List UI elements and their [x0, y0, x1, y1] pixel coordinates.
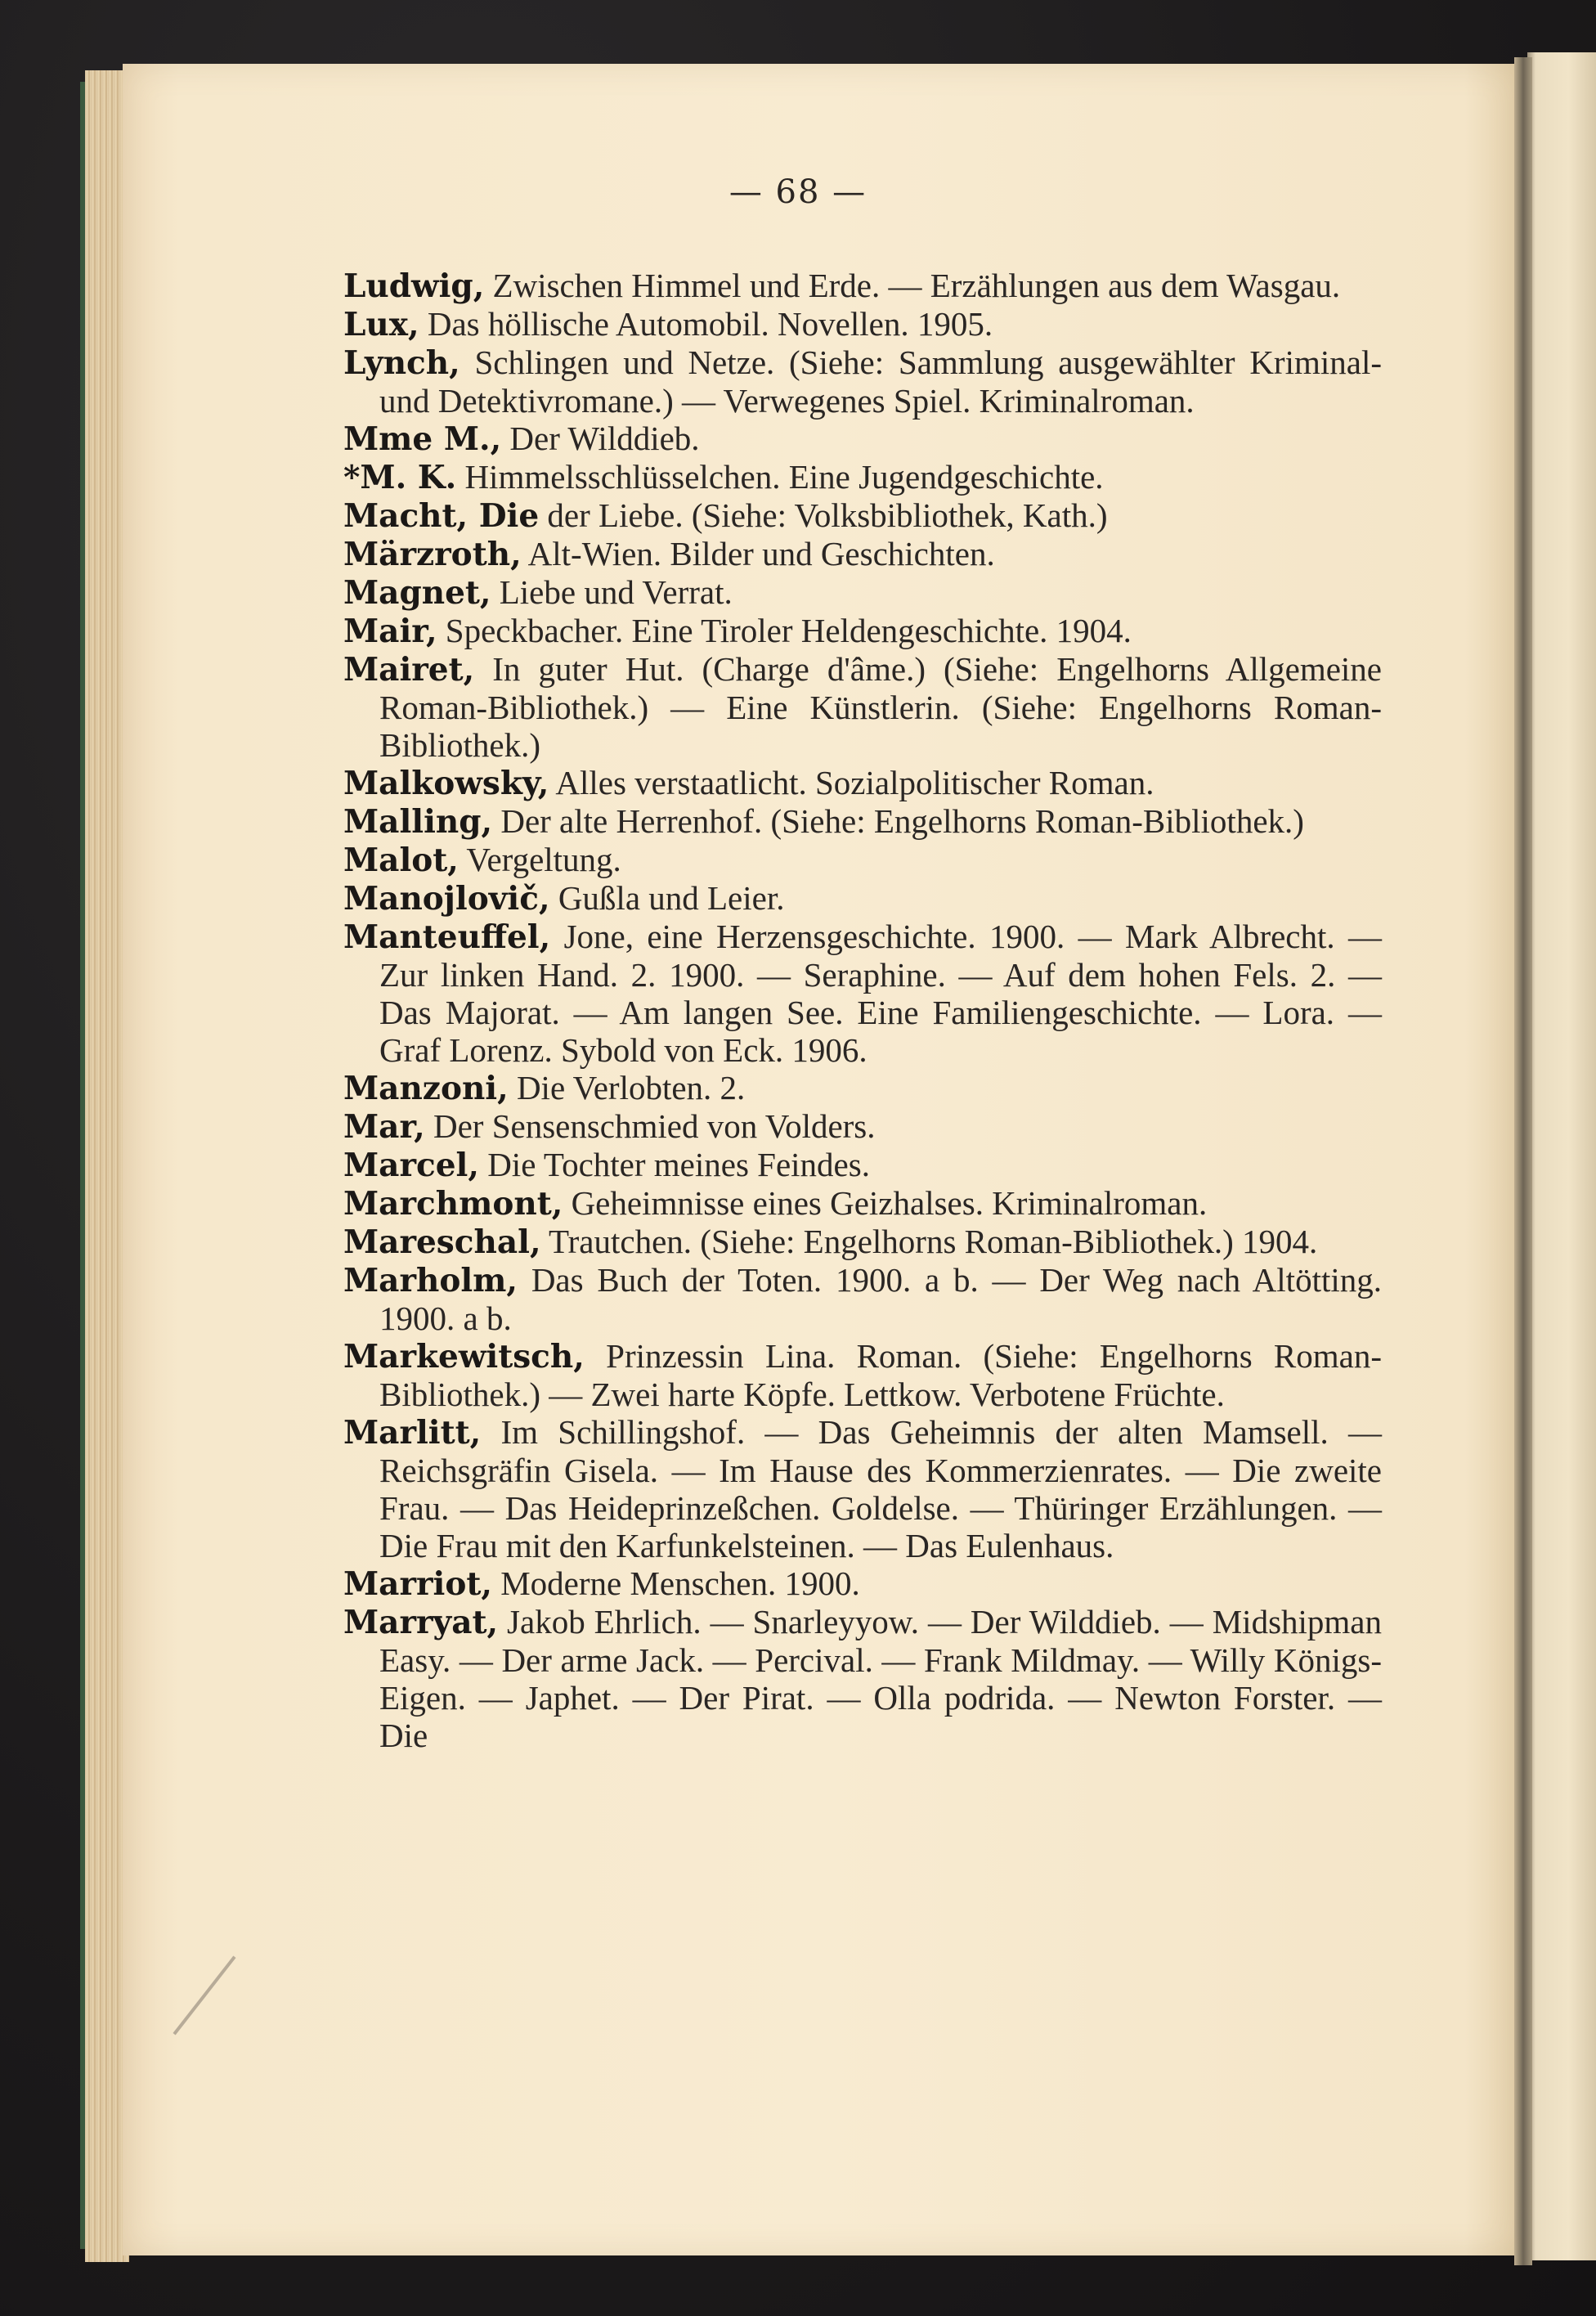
entry-titles: Vergeltung. — [466, 841, 621, 878]
catalog-entry — [343, 918, 1382, 1069]
catalog-entry — [343, 764, 1382, 802]
entry-author: Marholm, — [343, 1262, 518, 1299]
catalog-entry — [343, 841, 1382, 879]
entry-author: Mair, — [343, 613, 437, 650]
entry-author: Märzroth, — [343, 536, 522, 573]
entry-author: Malling, — [343, 803, 493, 841]
entry-titles: Der Sensenschmied von Volders. — [433, 1107, 876, 1145]
entry-author: Marchmont, — [343, 1185, 563, 1223]
catalog-entry — [343, 1603, 1382, 1754]
entry-author: Manzoni, — [343, 1070, 509, 1107]
entry-author: Markewitsch, — [343, 1338, 585, 1376]
entry-titles: Die Verlobten. 2. — [516, 1069, 746, 1106]
entry-titles: Die Tochter meines Feindes. — [487, 1146, 870, 1183]
entry-author: Magnet, — [343, 574, 491, 612]
book-gutter — [1514, 57, 1532, 2265]
entry-author: Lynch, — [343, 344, 460, 382]
entry-author: Lux, — [343, 306, 419, 343]
entry-author: Mairet, — [343, 651, 475, 689]
catalog-entry — [343, 496, 1382, 535]
catalog-entry — [343, 267, 1382, 305]
entry-titles: In guter Hut. (Charge d'âme.) (Siehe: Engelhorns Allgemeine Roman-Bibliothek.) — Eine Künstlerin. (Siehe: Engelhorns Roman-Bibliothek.) — [379, 650, 1382, 764]
entry-titles: Der alte Herrenhof. (Siehe: Engelhorns Roman-Bibliothek.) — [500, 802, 1304, 840]
entry-titles: Speckbacher. Eine Tiroler Heldengeschichte. 1904. — [445, 612, 1132, 649]
entry-titles: Im Schillingshof. — Das Geheimnis der alten Mamsell. — Reichsgräfin Gisela. — Im Hause des Kommerzienrates. — Die zweite Frau. — Das Heideprinzeßchen. Goldelse. — Thüringer Erzählungen. — Die Frau mit den Karfunkelsteinen. — Das Eulenhaus. — [379, 1413, 1383, 1564]
entry-titles: Der Wilddieb. — [509, 420, 700, 457]
entry-titles: Geheimnisse eines Geizhalses. Kriminalroman. — [571, 1184, 1208, 1222]
entry-author: Marriot, — [343, 1565, 492, 1603]
catalog-entry — [343, 343, 1382, 420]
catalog-entry — [343, 458, 1382, 496]
entry-titles: Zwischen Himmel und Erde. — Erzählungen aus dem Wasgau. — [492, 267, 1341, 304]
entry-titles: Das Buch der Toten. 1900. a b. — Der Weg nach Altötting. 1900. a b. — [379, 1261, 1382, 1337]
entry-author: Marcel, — [343, 1147, 479, 1184]
next-page-edge — [1527, 52, 1596, 2260]
entry-author: Malot, — [343, 842, 459, 879]
entry-titles: Prinzessin Lina. Roman. (Siehe: Engelhorns Roman-Bibliothek.) — Zwei harte Köpfe. Lettkow. Verbotene Früchte. — [379, 1337, 1383, 1413]
entry-author: Malkowsky, — [343, 765, 549, 802]
entry-author: Manteuffel, — [343, 918, 551, 956]
entry-titles: Alles verstaatlicht. Sozialpolitischer Roman. — [555, 764, 1154, 801]
catalog-entry — [343, 535, 1382, 573]
entry-author: Mareschal, — [343, 1223, 541, 1261]
entry-author: Marryat, — [343, 1604, 499, 1641]
entry-titles: Himmelsschlüsselchen. Eine Jugendgeschichte. — [464, 458, 1104, 496]
entry-author: Mme M., — [343, 420, 502, 458]
catalog-entry — [343, 1564, 1382, 1603]
catalog-entry — [343, 612, 1382, 650]
catalog-entry — [343, 573, 1382, 612]
entry-author: *M. K. — [343, 459, 457, 496]
entry-titles: der Liebe. (Siehe: Volksbibliothek, Kath.) — [547, 496, 1108, 534]
entry-titles: Moderne Menschen. 1900. — [500, 1564, 860, 1602]
catalog-entry — [343, 1261, 1382, 1337]
entry-titles: Jone, eine Herzensgeschichte. 1900. — Mark Albrecht. — Zur linken Hand. 2. 1900. — Seraphine. — Auf dem hohen Fels. 2. — Das Majorat. — Am langen See. Eine Familiengeschichte. — Lora. — Graf Lorenz. Sybold von Eck. 1906. — [379, 918, 1383, 1069]
catalog-entry — [343, 650, 1382, 764]
catalog-entry — [343, 420, 1382, 458]
entry-author: Marlitt, — [343, 1414, 482, 1452]
entry-author: Manojlovič, — [343, 880, 550, 918]
catalog-entry — [343, 802, 1382, 841]
catalog-entries — [343, 267, 1382, 1754]
entry-titles: Jakob Ehrlich. — Snarleyyow. — Der Wilddieb. — Midshipman Easy. — Der arme Jack. — Percival. — Frank Mildmay. — Willy Königs-Eigen. — Japhet. — Der Pirat. — Olla podrida. — Newton Forster. — Die — [379, 1603, 1383, 1754]
catalog-entry — [343, 1184, 1382, 1223]
page-number: — 68 — — [729, 173, 867, 211]
entry-author: Mar, — [343, 1108, 425, 1146]
entry-titles: Trautchen. (Siehe: Engelhorns Roman-Bibliothek.) 1904. — [549, 1223, 1318, 1260]
entry-titles: Liebe und Verrat. — [499, 573, 733, 611]
catalog-entry — [343, 1337, 1382, 1413]
entry-titles: Gußla und Leier. — [558, 879, 785, 917]
entry-titles: Schlingen und Netze. (Siehe: Sammlung ausgewählter Kriminal- und Detektivromane.) — Verwegenes Spiel. Kriminalroman. — [379, 343, 1383, 420]
entry-titles: Das höllische Automobil. Novellen. 1905. — [427, 305, 993, 343]
catalog-entry — [343, 1413, 1382, 1564]
catalog-entry — [343, 1223, 1382, 1261]
entry-author: Macht, Die — [343, 497, 540, 535]
catalog-entry — [343, 1069, 1382, 1107]
catalog-entry — [343, 879, 1382, 918]
entry-titles: Alt-Wien. Bilder und Geschichten. — [527, 535, 995, 572]
catalog-entry — [343, 305, 1382, 343]
catalog-entry — [343, 1107, 1382, 1146]
entry-author: Ludwig, — [343, 267, 485, 305]
catalog-entry — [343, 1146, 1382, 1184]
